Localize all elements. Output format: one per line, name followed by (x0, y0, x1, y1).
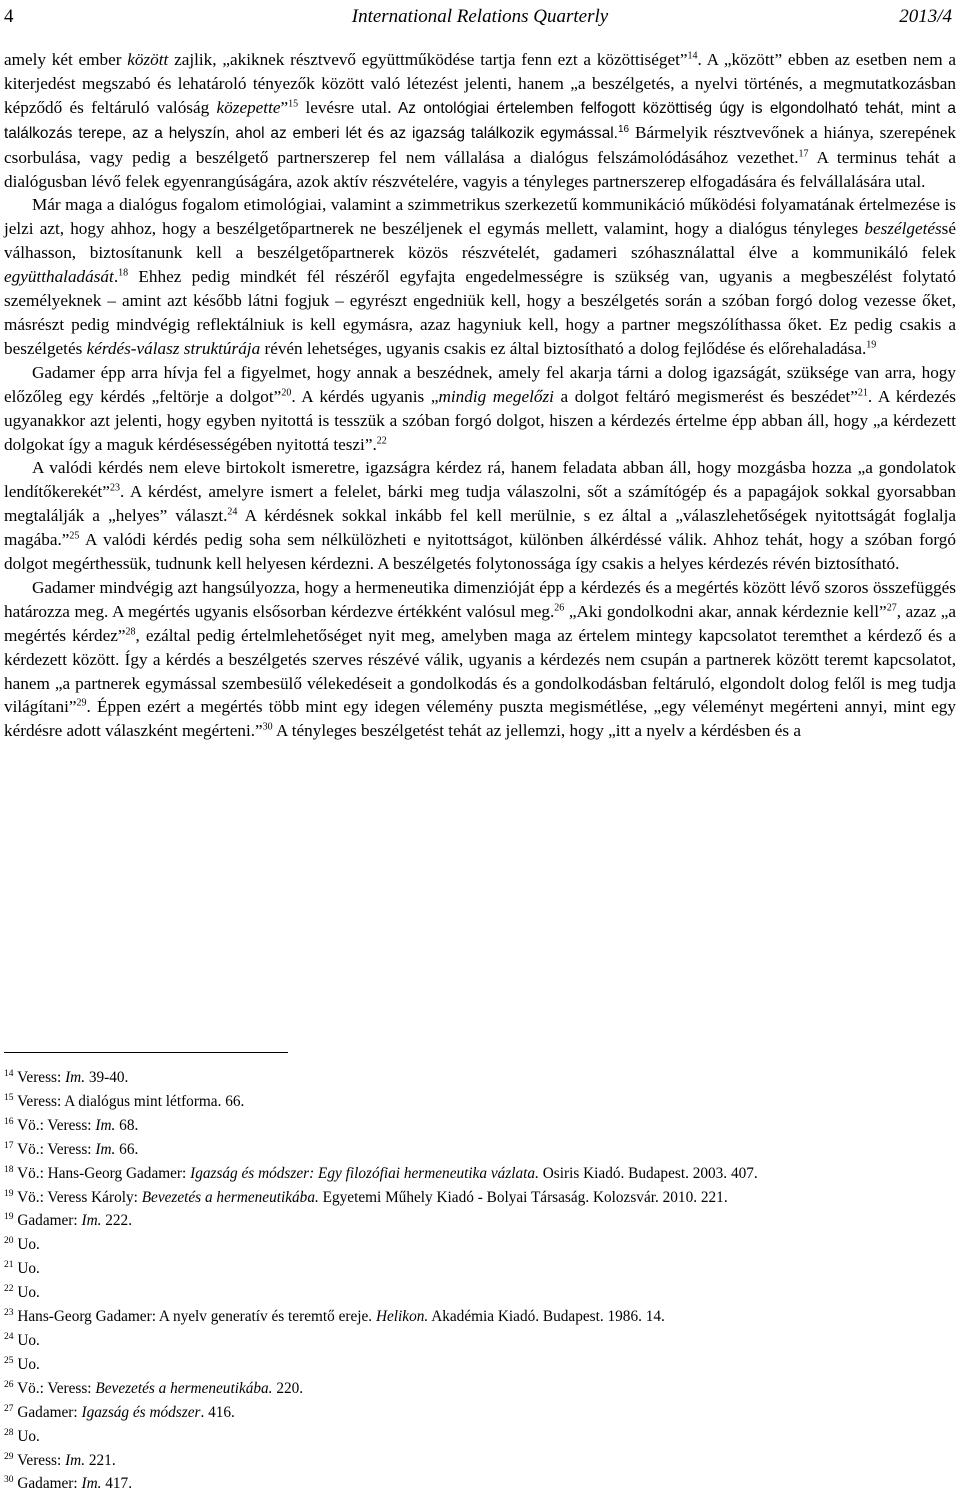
footnote-text: Uo. (17, 1236, 40, 1254)
footnote-number: 19 (4, 1212, 14, 1223)
footnote-text: Veress: A dialógus mint létforma. 66. (17, 1092, 245, 1110)
text-run: A valódi kérdés pedig soha sem nélkülözheti e nyitottságot, különben álkérdéssé válik. Ahhoz tehát, hogy a szóban forgó dolgot megérthessük, tudnunk kell helyesen kérdezni. A beszélgetés folytonossága így csakis a helyes kérdezés révén biztosítható. (4, 530, 956, 574)
footnote-text: Gadamer: (17, 1475, 82, 1493)
text-run: A valódi kérdés nem eleve birtokolt ismeretre, igazságra kérdez rá, hanem feladata abban áll, hogy mozgásba hozza „a gondolatok lendítőkerekét” (4, 458, 956, 502)
footnote-ref[interactable]: 17 (798, 147, 809, 159)
text-run: Már maga a dialógus fogalom etimológiai, valamint a szimmetrikus szerkezetű kommunikáció működési folyamatának értelmezése is jelzi azt, hogy ahhoz, hogy a beszélgetőpartnerek ne beszéljenek el egymás mellett, valamint, hogy a dialógus tényleges (4, 195, 956, 239)
footnote-number: 14 (4, 1068, 14, 1079)
footnote-ref[interactable]: 28 (125, 626, 136, 638)
footnote (4, 1090, 956, 1114)
footnote-italic-text: Im. (65, 1451, 86, 1469)
footnote-number: 26 (4, 1379, 14, 1390)
footnote-text: 222. (101, 1212, 133, 1230)
footnote (4, 1209, 956, 1233)
footnotes-list (4, 1066, 956, 1496)
text-run: . (113, 267, 119, 287)
text-run: révén lehetséges, ugyanis csakis ez által biztosítható a dolog fejlődése és előrehaladása. (260, 338, 867, 358)
footnote-italic-text: Igazság és módszer: Egy filozófiai hermeneutika vázlata. (190, 1164, 539, 1182)
text-run: , azaz „a megértés kérdez” (4, 601, 956, 645)
footnote-number: 24 (4, 1331, 14, 1342)
text-run: . A kérdezés ugyanakkor azt jelenti, hogy egyben nyitottá is tesszük a szóban forgó dolgot, hiszen a kérdezés értelme épp abban áll, hogy „a kérdezett dolgokat így a maguk kérdésességében nyitottá teszi”. (4, 386, 956, 454)
footnote-ref[interactable]: 15 (288, 98, 299, 110)
footnote-text: Uo. (17, 1331, 40, 1349)
footnote-text: Uo. (17, 1427, 40, 1445)
footnote (4, 1425, 956, 1449)
footnote-number: 27 (4, 1403, 14, 1414)
footnote-italic-text: Igazság és módszer (81, 1403, 201, 1421)
footnote-ref[interactable]: 22 (376, 434, 387, 446)
article-body (4, 48, 956, 743)
text-run: ” (255, 721, 263, 741)
footnote-number: 23 (4, 1307, 14, 1318)
footnote-ref[interactable]: 25 (69, 530, 80, 542)
footnote-italic-text: Helikon. (375, 1308, 429, 1326)
footnote-italic-text: Im. (95, 1140, 116, 1158)
text-run: a dolgot feltáró megismerést és beszédet” (553, 386, 858, 406)
paragraph-4 (4, 456, 956, 576)
footnote-number: 20 (4, 1236, 14, 1247)
footnote-number: 29 (4, 1451, 14, 1462)
footnote-italic-text: Bevezetés a hermeneutikába. (95, 1379, 273, 1397)
italic-text: beszélgetés (864, 219, 942, 239)
text-run: . A kérdés ugyanis „ (291, 386, 439, 406)
footnote-ref[interactable]: 19 (866, 339, 877, 351)
footnote (4, 1138, 956, 1162)
footnote-text: Gadamer: (17, 1212, 82, 1230)
footnote-italic-text: Im. (81, 1212, 102, 1230)
footnote-text: Vö.: Veress: (17, 1140, 96, 1158)
footnote (4, 1472, 956, 1496)
footnote-text: . 416. (200, 1403, 235, 1421)
footnote (4, 1257, 956, 1281)
footnote-number: 21 (4, 1260, 14, 1271)
text-run: amely két ember (4, 50, 128, 69)
footnote (4, 1233, 956, 1257)
footnote-text: Hans-Georg Gadamer: A nyelv generatív és teremtő ereje. (17, 1308, 376, 1326)
footnote-ref[interactable]: 20 (281, 386, 292, 398)
footnote-number: 17 (4, 1140, 14, 1151)
footnote (4, 1305, 956, 1329)
footnote-italic-text: Im. (81, 1475, 102, 1493)
text-run: A tényleges beszélgetést tehát az jellemzi, hogy „itt a nyelv a kérdésben és a (272, 721, 801, 741)
footnote-ref[interactable]: 16 (617, 123, 630, 135)
italic-text: közepette (216, 97, 281, 117)
footnote (4, 1281, 956, 1305)
page-number: 4 (4, 6, 14, 27)
italic-text: között (127, 50, 169, 69)
footnote-italic-text: Bevezetés a hermeneutikába. (141, 1188, 319, 1206)
footnote-text: Vö.: Veress: (17, 1379, 96, 1397)
text-run: Az ontológiai értelemben felfogott közöttiség úgy is elgondolható tehát, mint a találkozás terepe, az a helyszín, ahol az emberi lét és az igazság találkozik egymással. (4, 99, 956, 142)
text-run: ” (280, 97, 289, 117)
footnote-text: 417. (101, 1475, 133, 1493)
text-run: A terminus tehát a dialógusban lévő felek egyenrangúságára, azok aktív részvételére, vagyis a tényleges partnerszerep elfogadására és felvállalására utal. (4, 147, 956, 191)
footnote-text: 221. (85, 1451, 116, 1469)
italic-text: együtthaladását (4, 267, 114, 287)
paragraph-2 (4, 193, 956, 360)
running-header (0, 4, 960, 30)
footnote-text: Vö.: Hans-Georg Gadamer: (17, 1164, 191, 1182)
footnote-number: 30 (4, 1475, 14, 1486)
footnote-ref[interactable]: 27 (886, 602, 897, 614)
footnote (4, 1401, 956, 1425)
footnote-text: Uo. (17, 1284, 40, 1302)
text-run: zajlik, „akiknek résztvevő együttműködése tartja fenn ezt a közöttiséget” (168, 50, 688, 69)
footnote (4, 1329, 956, 1353)
footnote-number: 28 (4, 1427, 14, 1438)
journal-title: International Relations Quarterly (351, 6, 609, 27)
text-run: , ezáltal pedig értelmlehetőséget nyit meg, amelyben maga az értelem mintegy kapcsolatot teremthet a kérdező és a kérdezett között. Így a kérdés a beszélgetés szerves részévé válik, ugyanis a kérdezés nem csupán a partnerek között teremt kapcsolatot, hanem „a partnerek egymással szembesülő vélekedéseit a gondolkodás és a gondolkodásban feltáruló, elgondolt dolog felől is meg tudja világítani” (4, 625, 956, 717)
footnote-text: Akadémia Kiadó. Budapest. 1986. 14. (428, 1308, 665, 1326)
text-run: sé válhasson, biztosítanunk kell a beszélgetőpartnerek közös részvételét, gadameri szóhasználattal élve a kommunikáló felek (4, 219, 956, 263)
footnote-text: Gadamer: (17, 1403, 82, 1421)
paragraph-1 (4, 48, 956, 193)
footnote (4, 1114, 956, 1138)
footnote-text: Egyetemi Műhely Kiadó - Bolyai Társaság. Kolozsvár. 2010. 221. (318, 1188, 728, 1206)
text-run: Gadamer mindvégig azt hangsúlyozza, hogy a hermeneutika dimenzióját épp a kérdezés és a megértés között lévő szoros összefüggés határozza meg. A megértés ugyanis elsősorban kérdezve értékként valósul meg. (4, 577, 956, 621)
footnote-text: Veress: (17, 1451, 66, 1469)
footnote-ref[interactable]: 14 (687, 50, 698, 62)
footnote-ref[interactable]: 26 (554, 602, 565, 614)
footnote-ref[interactable]: 21 (857, 386, 868, 398)
issue-label: 2013/4 (899, 6, 952, 27)
footnote (4, 1377, 956, 1401)
footnote-text: Uo. (17, 1260, 40, 1278)
footnote (4, 1186, 956, 1210)
text-run: Bármelyik résztvevőnek a hiánya, szerepének csorbulása, vagy pedig a beszélgető partnerszerep fel nem vállalása a dialógus felszámolódásához vezethet. (4, 122, 956, 167)
footnote-text: Uo. (17, 1355, 40, 1373)
footnote-ref[interactable]: 23 (109, 482, 120, 494)
footnote (4, 1353, 956, 1377)
text-run: Gadamer épp arra hívja fel a figyelmet, hogy annak a beszédnek, amely fel akarja tárni a dolog igazságát, szüksége van arra, hogy előzőleg egy kérdés „feltörje a dolgot” (4, 362, 956, 406)
footnote-text: 68. (115, 1116, 139, 1134)
footnote-text: Veress: (17, 1069, 66, 1086)
footnote (4, 1449, 956, 1473)
footnote-number: 19 (4, 1188, 14, 1199)
text-run: A kérdésnek sokkal inkább fel kell merülnie, s ez által a „válaszlehetőségek nyitottságát foglalja magába.” (4, 506, 956, 550)
text-run: „Aki gondolkodni akar, annak kérdeznie kell” (564, 601, 887, 621)
footnote-number: 18 (4, 1164, 14, 1175)
footnote-number: 22 (4, 1284, 14, 1295)
footnote-number: 15 (4, 1092, 14, 1103)
footnote-text: Osiris Kiadó. Budapest. 2003. 407. (538, 1164, 758, 1182)
footnote-ref[interactable]: 18 (118, 267, 129, 279)
footnote-ref[interactable]: 24 (227, 506, 238, 518)
footnote-text: Vö.: Veress Károly: (17, 1188, 142, 1206)
italic-text: kérdés-válasz struktúrája (86, 338, 261, 358)
text-run: . A kérdést, amelyre ismert a felelet, bárki meg tudja válaszolni, sőt a számítógép és a papagájok sokkal gyorsabban megtalálják a „helyes” választ. (4, 482, 956, 526)
footnote-ref[interactable]: 29 (76, 697, 87, 709)
text-run: Ehhez pedig mindkét fél részéről egyfajta engedelmességre is szükség van, ugyanis a megbeszélést folytató személyeknek ‒ amint azt később látni fogjuk ‒ egyrészt engedniük kell, hogy a beszélgetés során a szóban forgó dolog vezesse őket, másrészt pedig mindvégig reflektálniuk is kell egymásra, azaz hagyniuk kell, hogy a partner megszólíthassa őket. Ez pedig csakis a beszélgetés (4, 267, 956, 358)
footnote-ref[interactable]: 30 (262, 721, 273, 733)
paragraph-5 (4, 576, 956, 743)
paragraph-3 (4, 361, 956, 457)
footnote-number: 16 (4, 1116, 14, 1127)
footnote-text: 39-40. (85, 1069, 129, 1086)
footnote-separator (4, 1052, 288, 1053)
footnote (4, 1066, 956, 1090)
text-run: . Éppen ezért a megértés több mint egy idegen vélemény puszta megismétlése, „egy véleményt megérteni annyi, mint egy kérdésre adott válaszként megérteni. (4, 697, 956, 741)
footnote-italic-text: Im. (65, 1069, 86, 1086)
footnote (4, 1162, 956, 1186)
footnote-italic-text: Im. (95, 1116, 116, 1134)
footnote-text: Vö.: Veress: (17, 1116, 96, 1134)
footnote-number: 25 (4, 1355, 14, 1366)
text-run: levésre utal. (298, 97, 392, 117)
footnote-text: 66. (115, 1140, 139, 1158)
footnote-text: 220. (272, 1379, 304, 1397)
text-run: . A „között” ebben az esetben nem a kiterjedést megszabó és lehatároló tényezők között való létezést jelenti, hanem „a beszélgetés, a nyelvi történés, a megmutatkozásban képződő és feltáruló valóság (4, 50, 956, 117)
italic-text: mindig megelőzi (438, 386, 554, 406)
